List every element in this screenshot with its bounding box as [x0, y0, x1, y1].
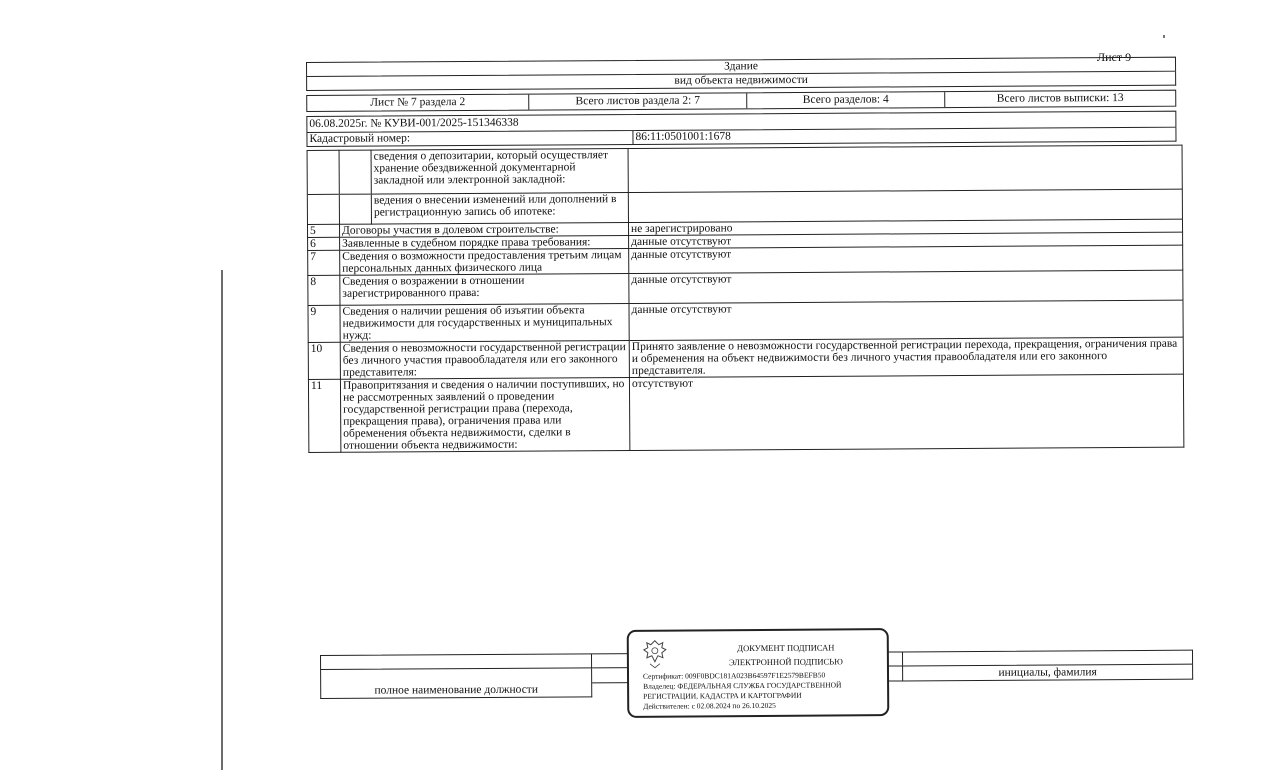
row-label: Сведения о невозможности государственной регистрации без личного участия правообладателя или его законного представителя: — [340, 341, 629, 380]
cadastral-label: Кадастровый номер: — [307, 131, 633, 146]
row-label: Сведения о возражении в отношении зарегистрированного права: — [340, 274, 629, 306]
row-value: данные отсутствуют — [629, 232, 1183, 248]
row-number: 5 — [307, 224, 339, 237]
sheet-of-section: Лист № 7 раздела 2 — [307, 95, 529, 111]
row-label: Сведения о возможности предоставления третьим лицам персональных данных физического лица — [340, 249, 629, 276]
sub-row-label: сведения о депозитарии, который осуществляет хранение обездвиженной документарной закладной или электронной закладной: — [371, 149, 628, 195]
stamp-title-line2: ЭЛЕКТРОННОЙ ПОДПИСЬЮ — [728, 656, 843, 668]
stamp-title-line1: ДОКУМЕНТ ПОДПИСАН — [737, 642, 835, 654]
object-name: Здание — [306, 57, 1176, 77]
extract-document — [306, 57, 1178, 453]
row-value: данные отсутствуют — [629, 245, 1183, 273]
row-number: 10 — [308, 342, 340, 379]
row-value: данные отсутствуют — [629, 270, 1183, 303]
sub-row-value — [628, 145, 1182, 192]
stamp-owner-line2: РЕГИСТРАЦИИ, КАДАСТРА И КАРТОГРАФИИ — [643, 690, 802, 701]
row-label: Заявленные в судебном порядке права требования: — [340, 236, 629, 251]
row-number: 7 — [308, 250, 340, 275]
row-value: не зарегистрировано — [628, 219, 1182, 235]
scan-speck — [1163, 35, 1165, 38]
request-number: 06.08.2025г. № КУВИ-001/2025-151346338 — [306, 111, 1176, 133]
row-label: Правопритязания и сведения о наличии поступивших, но не рассмотренных заявлений о проведении государственной регистрации права (перехода, прекращения права), ограничения права или обременения объекта недвижимости, сделки в отношении объекта недвижимости: — [340, 378, 629, 453]
row-label: Сведения о наличии решения об изъятии объекта недвижимости для государственных и муниципальных нужд: — [340, 304, 629, 343]
total-sections: Всего разделов: 4 — [747, 92, 945, 108]
table-row — [308, 374, 1183, 452]
table-row — [307, 145, 1182, 194]
row-number: 8 — [308, 275, 340, 305]
row-value: отсутствуют — [629, 374, 1183, 450]
coat-of-arms-icon — [641, 638, 669, 670]
row-number: 11 — [308, 379, 340, 452]
stamp-validity: Действителен: с 02.08.2024 по 26.10.2025 — [643, 700, 776, 711]
table-row — [308, 337, 1183, 379]
encumbrance-table — [307, 145, 1185, 453]
row-number: 6 — [308, 237, 340, 250]
total-sheets: Всего листов выписки: 13 — [996, 92, 1124, 105]
table-row — [308, 300, 1183, 342]
name-caption: инициалы, фамилия — [902, 665, 1193, 682]
sheet-number: Лист 9 — [1097, 50, 1132, 64]
row-value: данные отсутствуют — [629, 300, 1183, 340]
sub-row-label: ведения о внесении изменений или дополнений в регистрационную запись об ипотеке: — [371, 193, 628, 225]
row-number: 9 — [308, 305, 340, 342]
scan-edge-line — [221, 270, 223, 770]
stamp-owner-line1: Владелец: ФЕДЕРАЛЬНАЯ СЛУЖБА ГОСУДАРСТВЕННОЙ — [643, 680, 842, 691]
position-caption: полное наименование должности — [320, 668, 592, 699]
object-type-caption: вид объекта недвижимости — [306, 72, 1176, 91]
electronic-signature-stamp — [627, 628, 890, 718]
row-value: Принято заявление о невозможности государственной регистрации перехода, прекращения, ограничения права и обременения на объект недвижимости без личного участия правообладателя или его законного представителя. — [629, 337, 1183, 377]
cadastral-value: 86:11:0501001:1678 — [635, 130, 731, 143]
total-section-sheets: Всего листов раздела 2: 7 — [529, 93, 747, 109]
row-label: Договоры участия в долевом строительстве: — [339, 223, 628, 238]
sub-row-value — [628, 189, 1182, 222]
stamp-certificate: Сертификат: 009F0BDC181A023B64597F1E2579BEFB50 — [642, 670, 826, 681]
